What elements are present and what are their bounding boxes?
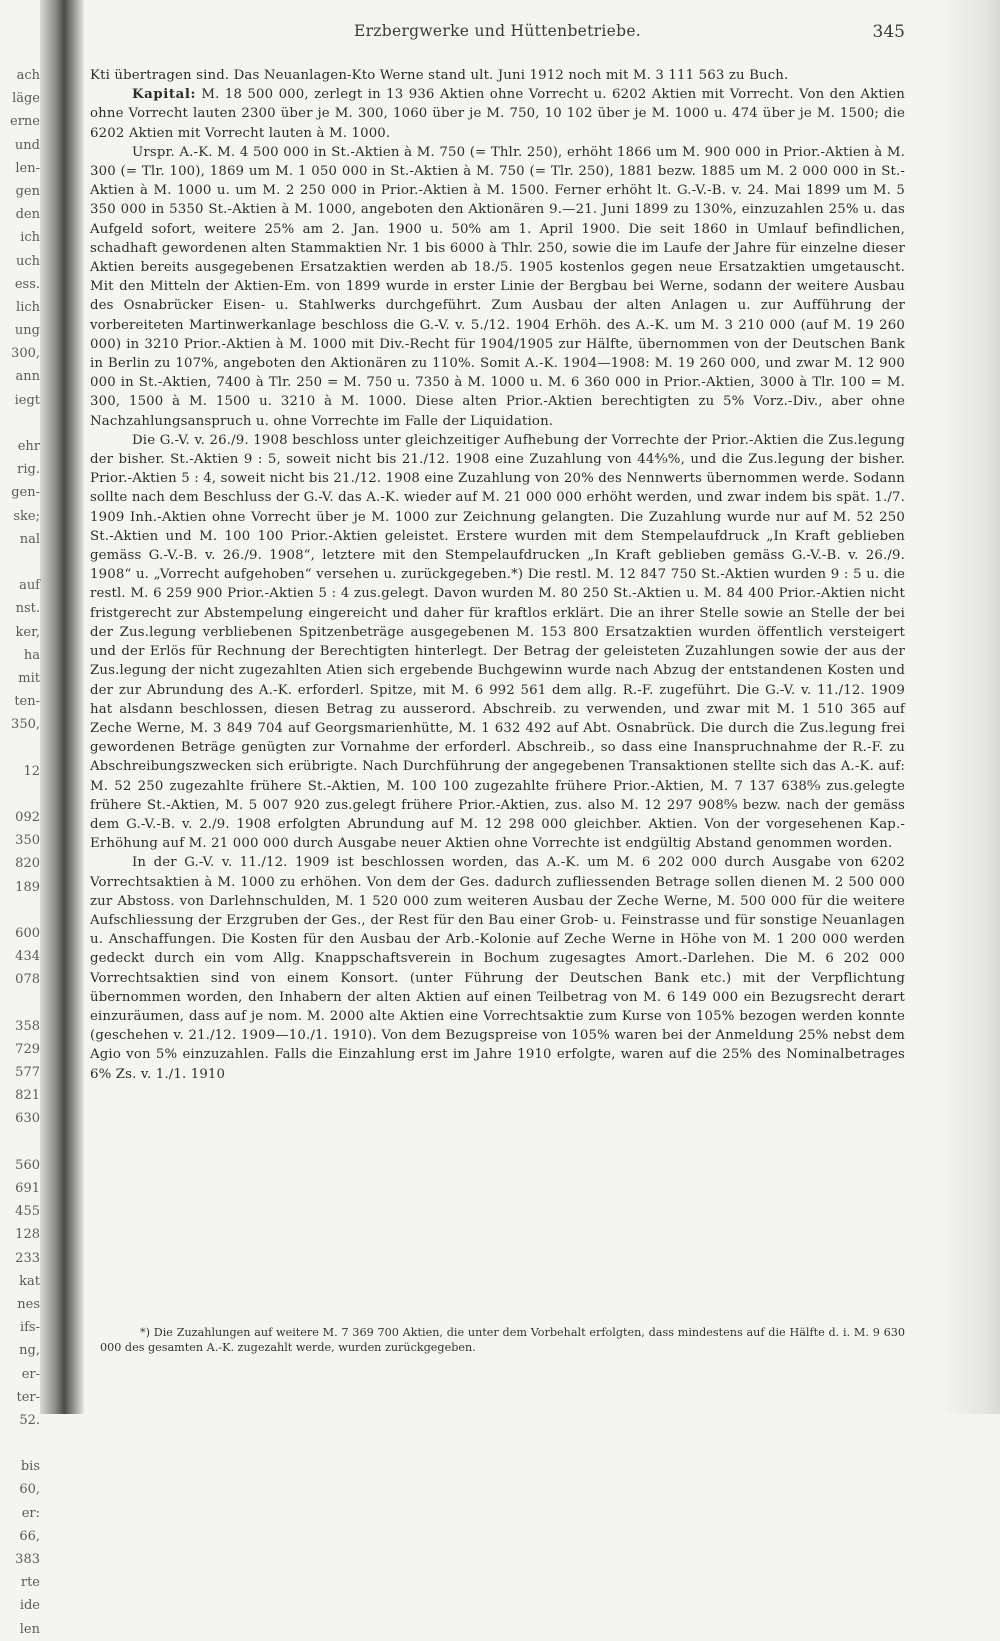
paragraph-text: Urspr. A.-K. M. 4 500 000 in St.-Aktien à M. 750 (= Thlr. 250), erhöht 1866 um M. 900 000 in Prior.-Aktien à M. 300 (= Tlr. 100), 1869 um M. 1 050 000 in St.-Aktien à M. 750 (= Tlr. 250), 1881 bezw. 1885 um M. 2 000 000 in St.-Aktien à M. 1000 u. um M. 2 250 000 in Prior.-Aktien à M. 1500. Ferner erhöht lt. G.-V.-B. v. 24. Mai 1899 um M. 5 350 000 in 5350 St.-Aktien à M. 1000, angeboten den Aktionären 9.—21. Juni 1899 zu 130%, einzuzahlen 25% u. das Aufgeld sofort, weitere 25% am 2. Jan. 1900 u. 50% am 1. April 1900. Die seit 1860 in Umlauf befindlichen, schadhaft gewordenen alten Stammaktien Nr. 1 bis 6000 à Thlr. 250, sowie die im Laufe der Jahre für einzelne dieser Aktien bereits ausgegebenen Ersatzaktien werden ab 18./5. 1905 kostenlos gegen neue Ersatzaktien umgetauscht. Mit den Mitteln der Aktien-Em. von 1899 wurde in erster Linie der Bergbau bei Werne, sodann der weitere Ausbau des Osnabrücker Eisen- u. Stahlwerks durchgeführt. Zum Ausbau der alten Anlagen u. zur Aufführung der vorbereiteten Martinwerkanlage beschloss die G.-V. v. 5./12. 1904 Erhöh. des A.-K. um M. 3 210 000 (auf M. 19 260 000) in 3210 Prior.-Aktien à M. 1000 mit Div.-Recht für 1904/1905 zur Hälfte, übernommen von der Deutschen Bank in Berlin zu 107%, angeboten den Aktionären zu 110%. Somit A.-K. 1904—1908: M. 19 260 000, und zwar M. 12 900 000 in St.-Aktien, 7400 à Tlr. 250 = M. 750 u. 7350 à M. 1000 u. M. 6 360 000 in Prior.-Aktien, 3000 à Tlr. 100 = M. 300, 1500 à M. 1500 u. 3210 à M. 1000. Diese alten Prior.-Aktien berechtigten zu 5% Vorz.-Div., aber ohne Nachzahlungsanspruch u. ohne Vorrechte im Falle der Liquidation. — [90, 144, 905, 429]
margin-fragment: ker, — [15, 624, 40, 640]
margin-fragment: 12 — [23, 763, 40, 779]
margin-fragment: auf — [19, 578, 40, 594]
paragraph — [90, 431, 905, 853]
margin-fragment — [0, 412, 40, 435]
paragraph — [90, 853, 905, 1083]
margin-fragment: 577 — [15, 1065, 40, 1081]
margin-fragment: 300, — [11, 346, 40, 362]
margin-fragment: nst. — [15, 601, 40, 617]
margin-fragment: mit — [18, 670, 40, 686]
margin-fragment: 729 — [15, 1041, 40, 1057]
page-number: 345 — [872, 22, 905, 42]
margin-fragment: ha — [23, 647, 40, 663]
margin-fragment: ifs- — [19, 1320, 40, 1336]
margin-fragment: 233 — [15, 1250, 40, 1266]
margin-fragment: nal — [19, 531, 40, 547]
margin-fragment: 820 — [15, 856, 40, 872]
footnote: *) Die Zuzahlungen auf weitere M. 7 369 700 Aktien, die unter dem Vorbehalt erfolgten, dass mindestens auf die Hälfte d. i. M. 9 630 000 des gesamten A.-K. zugezahlt werde, wurden zurückgegeben. — [100, 1326, 905, 1354]
margin-fragment: 350 — [15, 833, 40, 849]
margin-fragment: ach — [16, 68, 40, 83]
margin-fragment: nes — [17, 1296, 40, 1312]
margin-fragment: ess. — [14, 276, 40, 292]
section-heading: Kapital: — [132, 87, 197, 103]
margin-fragment — [0, 783, 40, 806]
margin-fragment: ann — [15, 369, 40, 385]
paragraph — [90, 143, 905, 431]
margin-fragment: 383 — [15, 1552, 40, 1567]
paragraph-text: Die G.-V. v. 26./9. 1908 beschloss unter gleichzeitiger Aufhebung der Vorrechte der Prior.-Aktien die Zus.legung der bisher. St.-Aktien 9 : 5, soweit nicht bis 21./12. 1908 eine Zuzahlung von 44⁴⁄₉%, und die Zus.legung der bisher. Prior.-Aktien 5 : 4, soweit nicht bis 21./12. 1908 eine Zuzahlung von 20% des Nennwerts übernommen werde. Sodann sollte nach dem Beschluss der G.-V. das A.-K. wieder auf M. 21 000 000 erhöht werden, und zwar indem bis spät. 1./7. 1909 Inh.-Aktien ohne Vorrecht über je M. 1000 zur Zeichnung gelangten. Die Zuzahlung wurde nur auf M. 52 250 St.-Aktien und M. 100 100 Prior.-Aktien geleistet. Erstere wurden mit dem Stempelaufdruck „In Kraft geblieben gemäss G.-V.-B. v. 26./9. 1908“, letztere mit den Stempelaufdrucken „In Kraft geblieben gemäss G.-V.-B. v. 26./9. 1908“ u. „Vorrecht aufgehoben“ versehen u. zurückgegeben.*) Die restl. M. 12 847 750 St.-Aktien wurden 9 : 5 u. die restl. M. 6 259 900 Prior.-Aktien 5 : 4 zus.gelegt. Davon wurden M. 80 250 St.-Aktien u. M. 84 400 Prior.-Aktien nicht fristgerecht zur Abstempelung eingereicht und daher für kraftlos erklärt. Die an ihrer Stelle sowie an Stelle der bei der Zus.legung verbliebenen Spitzenbeträge ausgegebenen M. 153 800 Ersatzaktien wurden öffentlich versteigert und der Erlös für Rechnung der Berechtigten hinterlegt. Der Betrag der geleisteten Zuzahlungen sowie der aus der Zus.legung der nicht zugezahlten Atien sich ergebende Buchgewinn wurde nach Abzug der entstandenen Kosten und der zur Abrundung des A.-K. erforderl. Spitze, mit M. 6 992 561 dem allg. R.-F. zugeführt. Die G.-V. v. 11./12. 1909 hat alsdann beschlossen, diesen Betrag zu ausserord. Abschreib. zu verwenden, und zwar mit M. 1 510 365 auf Zeche Werne, M. 3 849 704 auf Georgsmarienhütte, M. 1 632 492 auf Abt. Osnabrück. Die durch die Zus.legung frei gewordenen Beträge genügten zur Vornahme der erforderl. Abschreib., so dass eine Inanspruchnahme der R.-F. zu Abschreibungszwecken sich erübrigte. Nach Durchführung der angegebenen Transaktionen stellte sich das A.-K. auf: M. 52 250 zugezahlte frühere St.-Aktien, M. 100 100 zugezahlte frühere Prior.-Aktien, M. 7 137 638⁸⁄₉ zus.gelegte frühere St.-Aktien, M. 5 007 920 zus.gelegt frühere Prior.-Aktien, zus. also M. 12 297 908⁸⁄₉ bezw. nach der gemäss dem G.-V.-B. v. 2./9. 1908 erfolgten Abrundung auf M. 12 298 000 gleichber. Aktien. Von der vorgesehenen Kap.-Erhöhung auf M. 21 000 000 durch Ausgabe neuer Aktien ohne Vorrechte ist endgültig Abstand genommen worden. — [90, 432, 905, 852]
margin-fragment: ehr — [17, 439, 40, 454]
body-text — [90, 66, 905, 1084]
margin-fragment: läge — [12, 91, 40, 107]
margin-fragment: 455 — [15, 1204, 40, 1220]
paragraph-text: M. 18 500 000, zerlegt in 13 936 Aktien ohne Vorrecht u. 6202 Aktien mit Vorrecht. Von den Aktien ohne Vorrecht lauten 2300 über je M. 300, 1060 über je M. 750, 10 102 über je M. 1000 u. 474 über je M. 1500; die 6202 Aktien mit Vorrecht lauten à M. 1000. — [90, 87, 905, 141]
margin-fragment: 128 — [15, 1227, 40, 1243]
margin-fragment: 52. — [19, 1412, 40, 1428]
margin-fragment: len- — [15, 160, 40, 176]
margin-fragment: 630 — [15, 1111, 40, 1127]
margin-fragment: 078 — [15, 972, 40, 988]
margin-fragment: erne — [10, 114, 40, 130]
margin-fragment: er: — [21, 1505, 40, 1521]
margin-fragment: ide — [19, 1598, 40, 1614]
margin-fragment: bis — [20, 1459, 40, 1475]
paragraph-text: Kti übertragen sind. Das Neuanlagen-Kto Werne stand ult. Juni 1912 noch mit M. 3 111 563 zu Buch. — [90, 68, 789, 83]
margin-fragment: gen- — [11, 485, 40, 501]
margin-fragment: gen — [15, 183, 40, 199]
running-title: Erzbergwerke und Hüttenbetriebe. — [353, 22, 642, 40]
paragraph — [90, 66, 905, 85]
margin-fragment: 434 — [15, 949, 40, 965]
margin-fragment: 358 — [15, 1018, 40, 1034]
margin-fragment — [0, 1432, 40, 1455]
page-edge-shade — [940, 0, 1000, 1414]
margin-fragment — [0, 736, 40, 759]
running-header — [90, 22, 905, 46]
margin-fragment: ng, — [19, 1343, 40, 1359]
margin-fragment: rte — [20, 1575, 40, 1591]
margin-fragment: lich — [16, 299, 40, 315]
margin-fragment: len — [19, 1621, 40, 1637]
margin-fragment: ter- — [16, 1389, 40, 1405]
paragraph — [90, 85, 905, 143]
previous-page-fragments — [0, 64, 40, 1637]
margin-fragment: 66, — [19, 1528, 40, 1544]
margin-fragment — [0, 899, 40, 922]
margin-fragment: ten- — [14, 694, 40, 710]
margin-fragment: iegt — [14, 392, 40, 408]
margin-fragment: 600 — [15, 925, 40, 941]
book-spine-shadow — [40, 0, 84, 1414]
margin-fragment: 350, — [11, 717, 40, 733]
margin-fragment: 60, — [19, 1482, 40, 1498]
margin-fragment: 189 — [15, 879, 40, 895]
margin-fragment: 560 — [15, 1157, 40, 1173]
margin-fragment: 821 — [15, 1088, 40, 1104]
margin-fragment: ich — [20, 230, 40, 246]
margin-fragment — [0, 551, 40, 574]
margin-fragment: kat — [19, 1273, 40, 1289]
margin-fragment — [0, 1131, 40, 1154]
margin-fragment: den — [15, 207, 40, 223]
margin-fragment: uch — [15, 253, 40, 269]
margin-fragment: 092 — [15, 810, 40, 825]
margin-fragment: ung — [14, 323, 40, 339]
margin-fragment: rig. — [17, 462, 40, 478]
margin-fragment: und — [14, 137, 40, 153]
margin-fragment: 691 — [15, 1181, 40, 1196]
margin-fragment — [0, 992, 40, 1015]
paragraph-text: In der G.-V. v. 11./12. 1909 ist beschlossen worden, das A.-K. um M. 6 202 000 durch Ausgabe von 6202 Vorrechtsaktien à M. 1000 zu erhöhen. Von dem der Ges. dadurch zufliessenden Betrage sollen dienen M. 2 500 000 zur Abstoss. von Darlehnschulden, M. 1 520 000 zum weiteren Ausbau der Zeche Werne, M. 500 000 für die weitere Aufschliessung der Erzgruben der Ges., der Rest für den Bau einer Grob- u. Feinstrasse und für sonstige Neuanlagen u. Anschaffungen. Die Kosten für den Ausbau der Arb.-Kolonie auf Zeche Werne in Höhe von M. 1 200 000 werden gedeckt durch ein vom Allg. Knappschaftsverein in Bochum zugesagtes Amort.-Darlehen. Die M. 6 202 000 Vorrechtsaktien sind von einem Konsort. (unter Führung der Deutschen Bank etc.) mit der Verpflichtung übernommen worden, den Inhabern der alten Aktien auf einen Teilbetrag von M. 6 149 000 ein Bezugsrecht derart einzuräumen, dass auf je nom. M. 2000 alte Aktien eine Vorrechtsaktie zum Kurse von 105% bezogen werden konnte (geschehen v. 21./12. 1909—10./1. 1910). Von dem Bezugspreise von 105% waren bei der Anmeldung 25% nebst dem Agio von 5% einzuzahlen. Falls die Einzahlung erst im Jahre 1910 erfolgte, waren auf die 25% des Nominalbetrages 6% Zs. v. 1./1. 1910 — [90, 855, 905, 1082]
margin-fragment: ske; — [13, 508, 40, 524]
margin-fragment: er- — [21, 1366, 40, 1382]
